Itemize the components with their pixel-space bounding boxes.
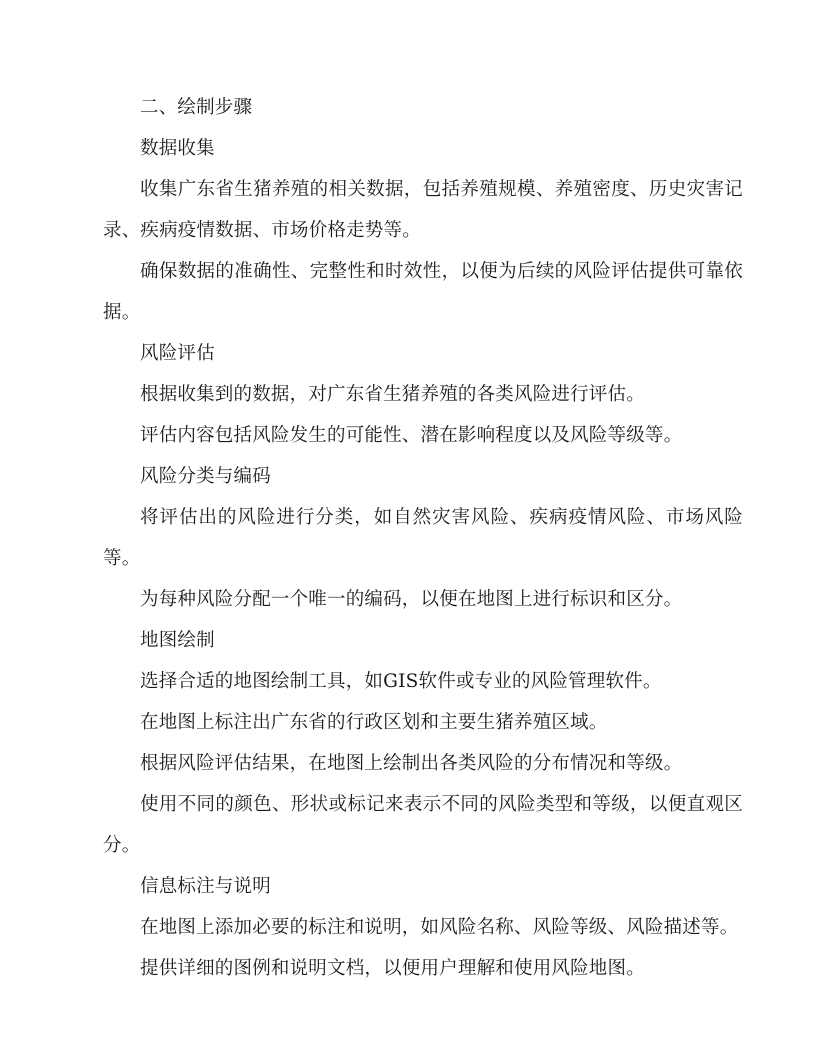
- paragraph: 提供详细的图例和说明文档，以便用户理解和使用风险地图。: [140, 958, 645, 979]
- subheading-risk-classification: 风险分类与编码: [140, 466, 271, 487]
- subheading-risk-assessment: 风险评估: [140, 343, 215, 364]
- paragraph: 根据风险评估结果，在地图上绘制出各类风险的分布情况和等级。: [140, 753, 683, 774]
- subheading-map-drawing: 地图绘制: [140, 630, 215, 651]
- paragraph: 在地图上标注出广东省的行政区划和主要生猪养殖区域。: [140, 712, 608, 733]
- paragraph: 收集广东省生猪养殖的相关数据，包括养殖规模、养殖密度、历史灾害记录、疾病疫情数据、市场价格走势等。: [103, 179, 743, 241]
- subheading-annotation: 信息标注与说明: [140, 876, 271, 897]
- paragraph: 评估内容包括风险发生的可能性、潜在影响程度以及风险等级等。: [140, 425, 683, 446]
- paragraph: 根据收集到的数据，对广东省生猪养殖的各类风险进行评估。: [140, 384, 645, 405]
- section-heading: 二、绘制步骤: [140, 97, 253, 118]
- paragraph: 为每种风险分配一个唯一的编码，以便在地图上进行标识和区分。: [140, 589, 683, 610]
- paragraph: 确保数据的准确性、完整性和时效性，以便为后续的风险评估提供可靠依据。: [103, 261, 743, 323]
- paragraph: 将评估出的风险进行分类，如自然灾害风险、疾病疫情风险、市场风险等。: [103, 507, 743, 569]
- document-body: [103, 87, 743, 989]
- paragraph: 选择合适的地图绘制工具，如GIS软件或专业的风险管理软件。: [140, 671, 662, 692]
- paragraph: 使用不同的颜色、形状或标记来表示不同的风险类型和等级，以便直观区分。: [103, 794, 743, 856]
- subheading-data-collection: 数据收集: [140, 138, 215, 159]
- paragraph: 在地图上添加必要的标注和说明，如风险名称、风险等级、风险描述等。: [140, 917, 739, 938]
